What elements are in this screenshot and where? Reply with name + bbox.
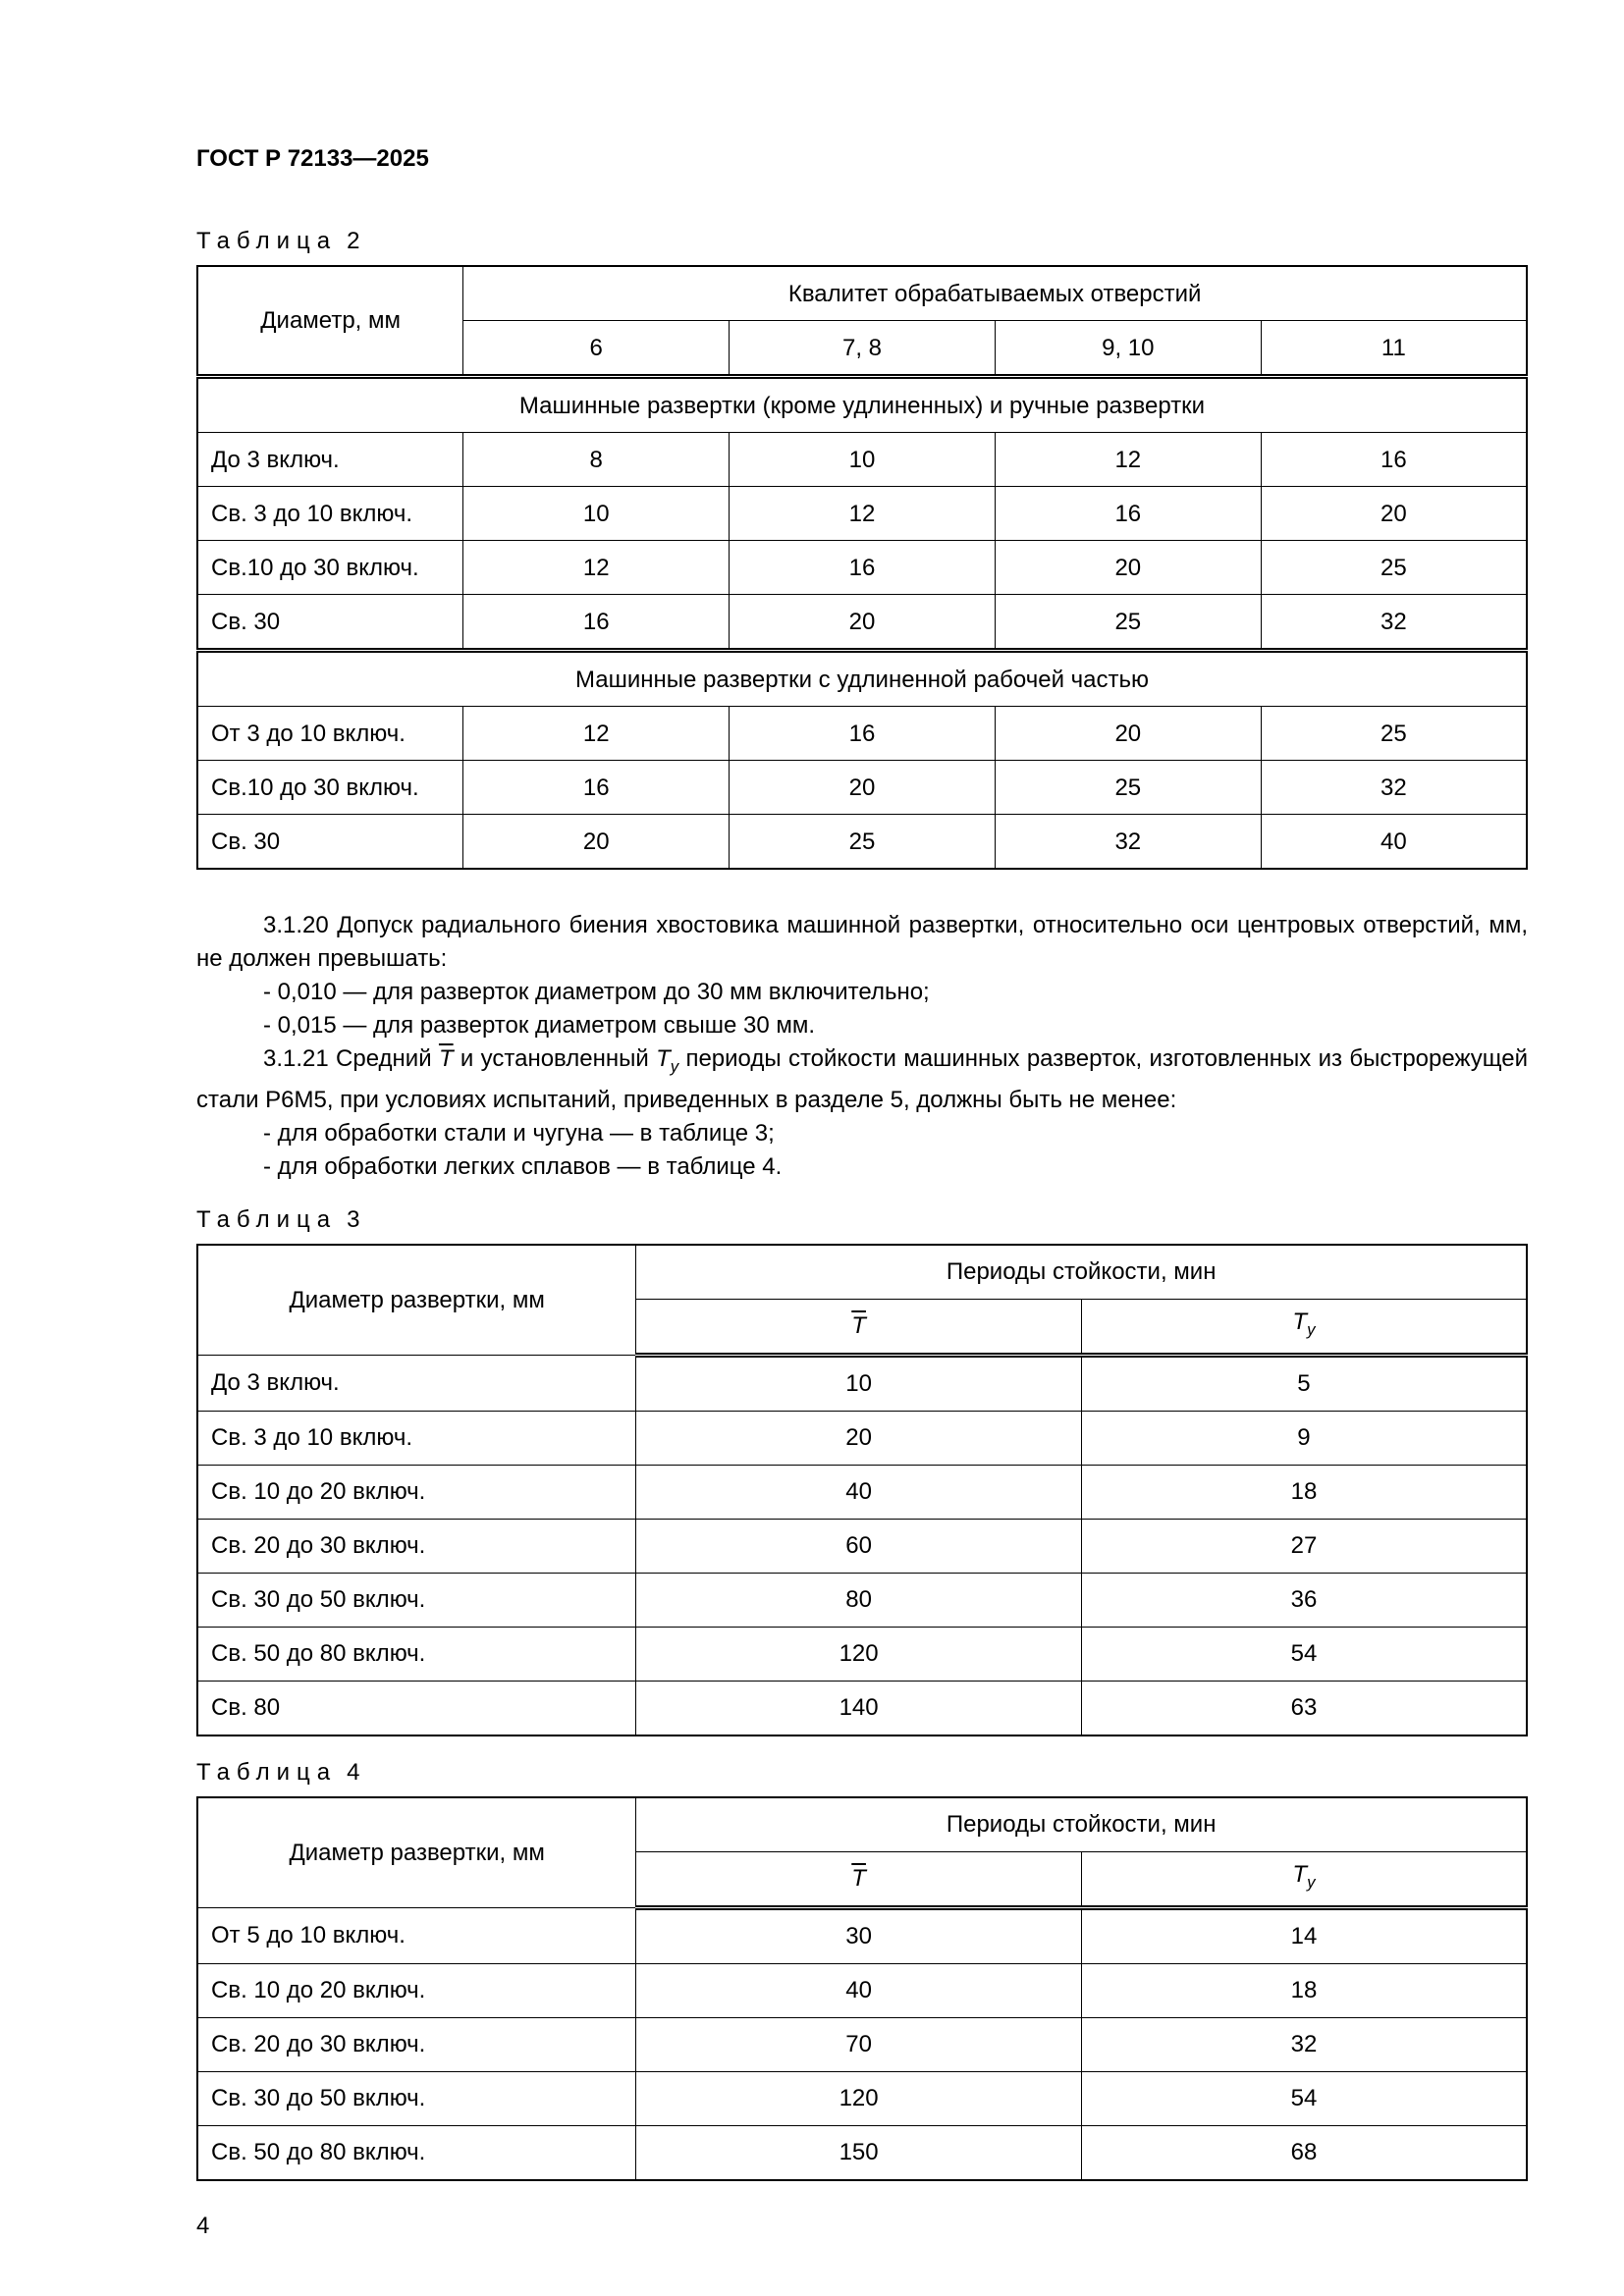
row-label: Св. 10 до 20 включ. xyxy=(197,1963,636,2017)
table-cell: 27 xyxy=(1081,1519,1527,1573)
table-cell: 120 xyxy=(636,1627,1082,1681)
table-row xyxy=(197,761,1527,815)
column-header-group: Периоды стойкости, мин xyxy=(636,1797,1527,1852)
column-header: 11 xyxy=(1261,321,1527,377)
text-segment: периоды стойкости машинных разверток, изготовленных из быстрорежущей стали Р6М5, при условиях испытаний, приведенных в разделе 5, должны быть не менее: xyxy=(196,1045,1528,1113)
column-header-t-set xyxy=(1081,1299,1527,1355)
row-label: Св. 10 до 20 включ. xyxy=(197,1465,636,1519)
column-header: 7, 8 xyxy=(730,321,996,377)
section-header: Машинные развертки (кроме удлиненных) и ручные развертки xyxy=(197,377,1527,433)
column-header-t-mean xyxy=(636,1299,1082,1355)
table-cell: 20 xyxy=(730,761,996,815)
t-set-subscript: у xyxy=(1307,1320,1316,1340)
text-segment: и установленный xyxy=(453,1045,657,1072)
table-cell: 14 xyxy=(1081,1907,1527,1963)
row-label: Св. 3 до 10 включ. xyxy=(197,487,463,541)
table-cell: 70 xyxy=(636,2017,1082,2071)
table-cell: 12 xyxy=(463,707,730,761)
table-4 xyxy=(196,1796,1528,2181)
list-item: - 0,010 — для разверток диаметром до 30 мм включительно; xyxy=(263,979,930,1005)
table-cell: 12 xyxy=(730,487,996,541)
column-header: 9, 10 xyxy=(995,321,1261,377)
section-row xyxy=(197,651,1527,707)
table-cell: 25 xyxy=(995,761,1261,815)
row-label: От 3 до 10 включ. xyxy=(197,707,463,761)
table-row xyxy=(197,541,1527,595)
table-cell: 40 xyxy=(1261,815,1527,870)
table-cell: 36 xyxy=(1081,1573,1527,1627)
list-item: - для обработки стали и чугуна — в таблице 3; xyxy=(263,1119,775,1147)
text-segment: 3.1.21 Средний xyxy=(263,1045,439,1072)
table-cell: 80 xyxy=(636,1573,1082,1627)
table-cell: 18 xyxy=(1081,1963,1527,2017)
table-row xyxy=(197,1519,1527,1573)
column-header: 6 xyxy=(463,321,730,377)
row-label: Св. 30 до 50 включ. xyxy=(197,1573,636,1627)
table-cell: 16 xyxy=(463,761,730,815)
table-row xyxy=(197,1627,1527,1681)
t-set-symbol: T xyxy=(1292,1308,1308,1336)
column-header-diameter: Диаметр, мм xyxy=(197,266,463,377)
section-header: Машинные развертки с удлиненной рабочей частью xyxy=(197,651,1527,707)
table-cell: 25 xyxy=(995,595,1261,651)
table-cell: 32 xyxy=(1261,761,1527,815)
document-header: ГОСТ Р 72133—2025 xyxy=(196,145,429,172)
table-cell: 32 xyxy=(1261,595,1527,651)
table2-caption xyxy=(196,228,1528,255)
table-cell: 20 xyxy=(463,815,730,870)
table-cell: 40 xyxy=(636,1963,1082,2017)
row-label: Св.10 до 30 включ. xyxy=(197,761,463,815)
table-row xyxy=(197,1465,1527,1519)
table-header-row xyxy=(197,1797,1527,1852)
table-row xyxy=(197,1573,1527,1627)
table-cell: 16 xyxy=(463,595,730,651)
table-cell: 10 xyxy=(636,1355,1082,1411)
table-cell: 40 xyxy=(636,1465,1082,1519)
t-set-symbol: T xyxy=(656,1045,671,1072)
t-mean-symbol: $\overline{T}$ xyxy=(851,1312,866,1340)
table-cell: 12 xyxy=(995,433,1261,487)
table-3 xyxy=(196,1244,1528,1736)
t-set-symbol: T xyxy=(1292,1861,1308,1889)
row-label: Св. 30 до 50 включ. xyxy=(197,2071,636,2125)
table3-caption-word: Таблица xyxy=(196,1205,338,1233)
table-cell: 12 xyxy=(463,541,730,595)
table-cell: 20 xyxy=(995,541,1261,595)
column-header-t-mean xyxy=(636,1851,1082,1907)
list-item: - 0,015 — для разверток диаметром свыше 30 мм. xyxy=(263,1012,816,1039)
table-row xyxy=(197,487,1527,541)
list-item: - для обработки легких сплавов — в таблице 4. xyxy=(263,1152,783,1180)
table-cell: 25 xyxy=(1261,707,1527,761)
table2-caption-number: 2 xyxy=(347,228,360,254)
row-label: До 3 включ. xyxy=(197,1355,636,1411)
row-label: Св. 3 до 10 включ. xyxy=(197,1411,636,1465)
table3-caption xyxy=(196,1206,1528,1234)
table-cell: 54 xyxy=(1081,2071,1527,2125)
table-cell: 8 xyxy=(463,433,730,487)
table-row xyxy=(197,1355,1527,1411)
table-cell: 32 xyxy=(995,815,1261,870)
t-mean-symbol: $\overline{T}$ xyxy=(851,1865,866,1893)
table-cell: 10 xyxy=(463,487,730,541)
table-2 xyxy=(196,265,1528,870)
table-row xyxy=(197,707,1527,761)
t-mean-symbol: $\overline{T}$ xyxy=(438,1045,454,1072)
table-row xyxy=(197,1963,1527,2017)
t-set-subscript: у xyxy=(670,1056,679,1076)
table-cell: 54 xyxy=(1081,1627,1527,1681)
row-label: Св. 20 до 30 включ. xyxy=(197,1519,636,1573)
table-cell: 16 xyxy=(1261,433,1527,487)
column-header-diameter: Диаметр развертки, мм xyxy=(197,1245,636,1356)
table-cell: 16 xyxy=(730,707,996,761)
table-cell: 63 xyxy=(1081,1681,1527,1735)
paragraph-3-1-21 xyxy=(196,1042,1528,1117)
table-cell: 20 xyxy=(1261,487,1527,541)
table-cell: 20 xyxy=(636,1411,1082,1465)
table2-caption-word: Таблица xyxy=(196,228,338,254)
table-cell: 5 xyxy=(1081,1355,1527,1411)
page-number: 4 xyxy=(196,2212,210,2239)
table-cell: 60 xyxy=(636,1519,1082,1573)
section-row xyxy=(197,377,1527,433)
table4-caption xyxy=(196,1759,1528,1787)
row-label: До 3 включ. xyxy=(197,433,463,487)
row-label: Св. 80 xyxy=(197,1681,636,1735)
table-cell: 150 xyxy=(636,2125,1082,2180)
table-cell: 16 xyxy=(995,487,1261,541)
table-cell: 25 xyxy=(1261,541,1527,595)
row-label: Св. 50 до 80 включ. xyxy=(197,2125,636,2180)
table-cell: 140 xyxy=(636,1681,1082,1735)
t-set-subscript: у xyxy=(1307,1873,1316,1893)
table-row xyxy=(197,815,1527,870)
table-cell: 25 xyxy=(730,815,996,870)
table-row xyxy=(197,433,1527,487)
table-cell: 16 xyxy=(730,541,996,595)
table-row xyxy=(197,595,1527,651)
table4-caption-number: 4 xyxy=(347,1758,360,1786)
table-row xyxy=(197,2071,1527,2125)
table-cell: 18 xyxy=(1081,1465,1527,1519)
table3-caption-number: 3 xyxy=(347,1205,360,1233)
column-header-group: Квалитет обрабатываемых отверстий xyxy=(463,266,1527,321)
table-row xyxy=(197,1907,1527,1963)
table-header-row xyxy=(197,1245,1527,1300)
table-cell: 120 xyxy=(636,2071,1082,2125)
table-row xyxy=(197,2017,1527,2071)
row-label: Св. 30 xyxy=(197,815,463,870)
table-cell: 9 xyxy=(1081,1411,1527,1465)
table-cell: 20 xyxy=(995,707,1261,761)
table4-caption-word: Таблица xyxy=(196,1758,338,1786)
table-cell: 20 xyxy=(730,595,996,651)
table-cell: 68 xyxy=(1081,2125,1527,2180)
paragraph-3-1-20: 3.1.20 Допуск радиального биения хвостовика машинной развертки, относительно оси центровых отверстий, мм, не должен превышать: xyxy=(196,912,1528,972)
column-header-diameter: Диаметр развертки, мм xyxy=(197,1797,636,1908)
table-cell: 30 xyxy=(636,1907,1082,1963)
table-cell: 10 xyxy=(730,433,996,487)
row-label: Св.10 до 30 включ. xyxy=(197,541,463,595)
row-label: Св. 30 xyxy=(197,595,463,651)
table-row xyxy=(197,1411,1527,1465)
column-header-t-set xyxy=(1081,1851,1527,1907)
table-header-row xyxy=(197,266,1527,321)
row-label: От 5 до 10 включ. xyxy=(197,1907,636,1963)
table-row xyxy=(197,2125,1527,2180)
table-cell: 32 xyxy=(1081,2017,1527,2071)
row-label: Св. 20 до 30 включ. xyxy=(197,2017,636,2071)
column-header-group: Периоды стойкости, мин xyxy=(636,1245,1527,1300)
row-label: Св. 50 до 80 включ. xyxy=(197,1627,636,1681)
table-row xyxy=(197,1681,1527,1735)
